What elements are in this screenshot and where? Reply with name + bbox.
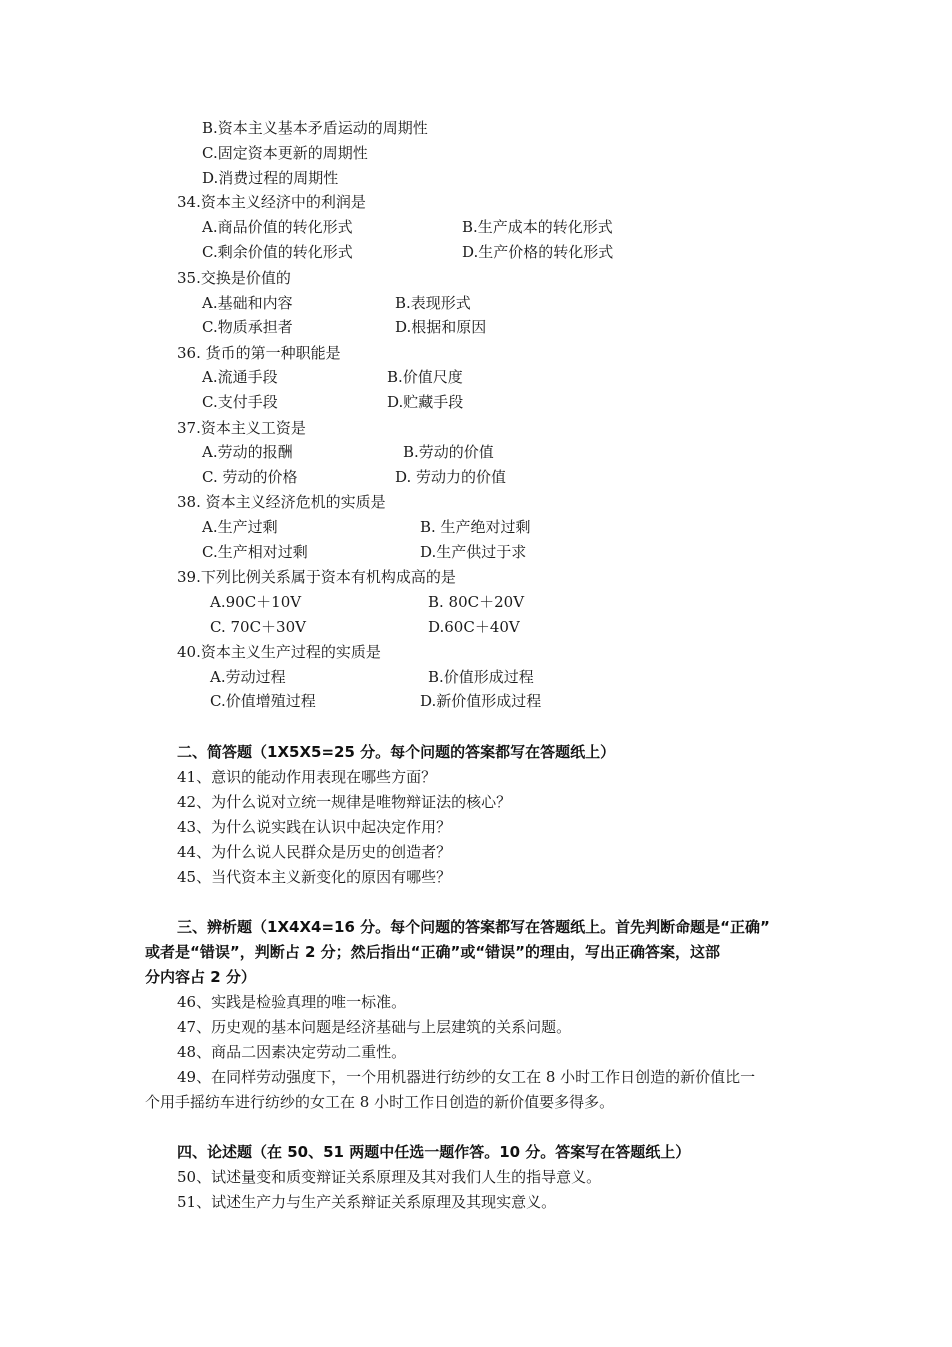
section2-title: 二、简答题（1X5X5=25 分。每个问题的答案都写在答题纸上） — [177, 743, 616, 761]
q40-option-d: D.新价值形成过程 — [420, 692, 542, 710]
q40-option-b: B.价值形成过程 — [428, 668, 534, 686]
q36-option-c: C.支付手段 — [202, 393, 278, 411]
q48: 48、商品二因素决定劳动二重性。 — [177, 1043, 407, 1061]
q38-option-a: A.生产过剩 — [202, 518, 278, 536]
q37-option-b: B.劳动的价值 — [403, 443, 494, 461]
q51: 51、试述生产力与生产关系辩证关系原理及其现实意义。 — [177, 1193, 557, 1211]
section3-title-line2: 或者是“错误”，判断占 2 分；然后指出“正确”或“错误”的理由，写出正确答案，这部 — [145, 943, 721, 961]
section3-title-line1: 三、辨析题（1X4X4=16 分。每个问题的答案都写在答题纸上。首先判断命题是“正确” — [177, 918, 770, 936]
q34-option-b: B.生产成本的转化形式 — [462, 218, 613, 236]
q35-option-a: A.基础和内容 — [202, 294, 293, 312]
q46: 46、实践是检验真理的唯一标准。 — [177, 993, 407, 1011]
q39-option-c: C. 70C＋30V — [210, 618, 306, 636]
q34-stem: 34.资本主义经济中的利润是 — [177, 193, 366, 211]
q34-option-c: C.剩余价值的转化形式 — [202, 243, 353, 261]
q49-line1: 49、在同样劳动强度下，一个用机器进行纺纱的女工在 8 小时工作日创造的新价值比一 — [177, 1068, 756, 1086]
q39-option-b: B. 80C＋20V — [428, 593, 525, 611]
q40-option-a: A.劳动过程 — [210, 668, 286, 686]
q39-stem: 39.下列比例关系属于资本有机构成高的是 — [177, 568, 456, 586]
q36-option-b: B.价值尺度 — [387, 368, 463, 386]
q35-option-b: B.表现形式 — [395, 294, 471, 312]
q33-option-b: B.资本主义基本矛盾运动的周期性 — [202, 119, 428, 137]
q33-option-d: D.消费过程的周期性 — [202, 169, 339, 187]
section3-title-line3: 分内容占 2 分） — [145, 968, 256, 986]
q35-option-c: C.物质承担者 — [202, 318, 293, 336]
q47: 47、历史观的基本问题是经济基础与上层建筑的关系问题。 — [177, 1018, 572, 1036]
q38-option-d: D.生产供过于求 — [420, 543, 527, 561]
q37-stem: 37.资本主义工资是 — [177, 419, 306, 437]
q35-stem: 35.交换是价值的 — [177, 269, 291, 287]
q35-option-d: D.根据和原因 — [395, 318, 487, 336]
q37-option-c: C. 劳动的价格 — [202, 468, 298, 486]
q36-option-a: A.流通手段 — [202, 368, 278, 386]
q50: 50、试述量变和质变辩证关系原理及其对我们人生的指导意义。 — [177, 1168, 602, 1186]
q38-stem: 38. 资本主义经济危机的实质是 — [177, 493, 386, 511]
q41: 41、意识的能动作用表现在哪些方面？ — [177, 768, 437, 786]
q40-option-c: C.价值增殖过程 — [210, 692, 316, 710]
q39-option-d: D.60C＋40V — [428, 618, 520, 636]
q42: 42、为什么说对立统一规律是唯物辩证法的核心？ — [177, 793, 512, 811]
q40-stem: 40.资本主义生产过程的实质是 — [177, 643, 381, 661]
q36-stem: 36. 货币的第一种职能是 — [177, 344, 341, 362]
section4-title: 四、论述题（在 50、51 两题中任选一题作答。10 分。答案写在答题纸上） — [177, 1143, 691, 1161]
q37-option-a: A.劳动的报酬 — [202, 443, 293, 461]
q44: 44、为什么说人民群众是历史的创造者？ — [177, 843, 452, 861]
q36-option-d: D.贮藏手段 — [387, 393, 464, 411]
q43: 43、为什么说实践在认识中起决定作用？ — [177, 818, 452, 836]
q49-line2: 个用手摇纺车进行纺纱的女工在 8 小时工作日创造的新价值要多得多。 — [145, 1093, 615, 1111]
q39-option-a: A.90C＋10V — [210, 593, 302, 611]
q34-option-a: A.商品价值的转化形式 — [202, 218, 353, 236]
q38-option-b: B. 生产绝对过剩 — [420, 518, 531, 536]
q38-option-c: C.生产相对过剩 — [202, 543, 308, 561]
q45: 45、当代资本主义新变化的原因有哪些？ — [177, 868, 452, 886]
q37-option-d: D. 劳动力的价值 — [395, 468, 507, 486]
q34-option-d: D.生产价格的转化形式 — [462, 243, 614, 261]
q33-option-c: C.固定资本更新的周期性 — [202, 144, 368, 162]
